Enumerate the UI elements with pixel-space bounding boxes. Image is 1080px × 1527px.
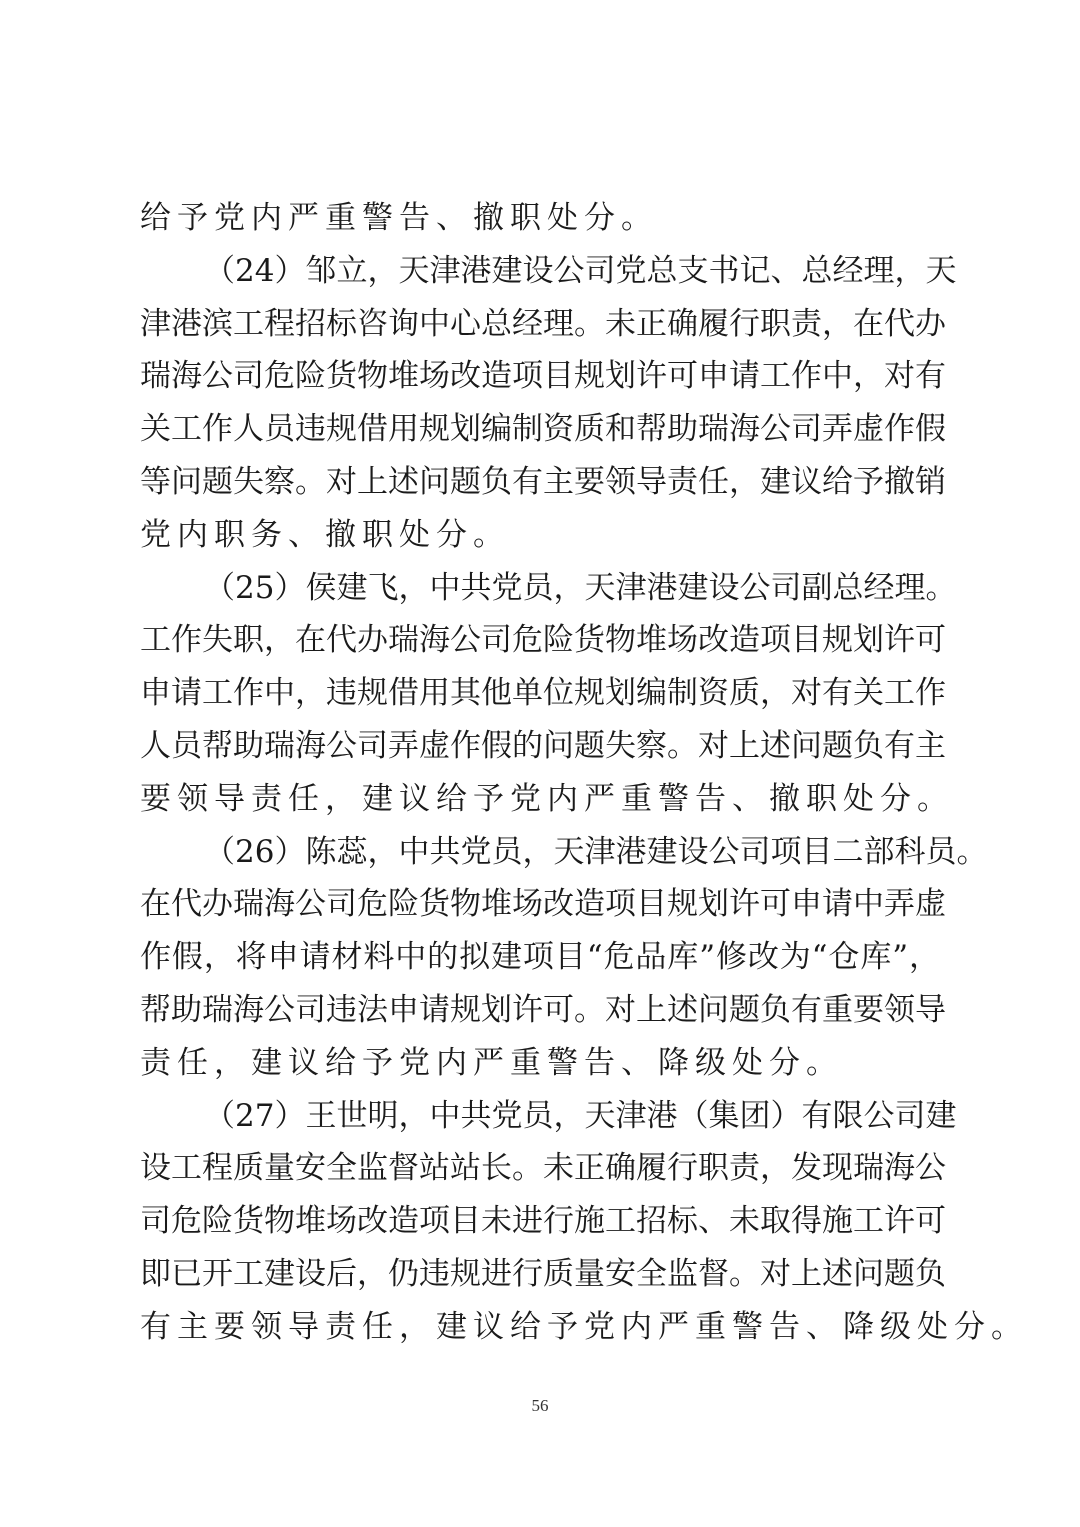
text-line: 设工程质量安全监督站站长。未正确履行职责，发现瑞海公	[140, 1150, 946, 1187]
text-line: 瑞海公司危险货物堆场改造项目规划许可申请工作中，对有	[140, 358, 946, 395]
text-line: 给予党内严重警告、撤职处分。	[140, 200, 658, 236]
text-line: 津港滨工程招标咨询中心总经理。未正确履行职责，在代办	[140, 305, 946, 342]
text-line: （27）王世明，中共党员，天津港（集团）有限公司建	[204, 1097, 957, 1134]
text-line: （25）侯建飞，中共党员，天津港建设公司副总经理。	[204, 569, 957, 606]
text-line: （26）陈蕊，中共党员，天津港建设公司项目二部科员。	[204, 833, 988, 870]
text-line: 即已开工建设后，仍违规进行质量安全监督。对上述问题负	[140, 1255, 946, 1292]
text-line: 有主要领导责任，建议给予党内严重警告、降级处分。	[140, 1308, 1028, 1345]
text-line: 帮助瑞海公司违法申请规划许可。对上述问题负有重要领导	[140, 991, 946, 1028]
text-line: 等问题失察。对上述问题负有主要领导责任，建议给予撤销	[140, 463, 946, 500]
text-line: 人员帮助瑞海公司弄虚作假的问题失察。对上述问题负有主	[140, 727, 946, 764]
text-line: 司危险货物堆场改造项目未进行施工招标、未取得施工许可	[140, 1203, 946, 1240]
text-line: （24）邹立，天津港建设公司党总支书记、总经理，天	[204, 252, 957, 289]
body-text	[140, 192, 1028, 1354]
text-line: 作假，将申请材料中的拟建项目“危品库”修改为“仓库”，	[140, 939, 940, 976]
text-line: 关工作人员违规借用规划编制资质和帮助瑞海公司弄虚作假	[140, 411, 946, 448]
text-line: 责任，建议给予党内严重警告、降级处分。	[140, 1044, 843, 1081]
text-line: 在代办瑞海公司危险货物堆场改造项目规划许可申请中弄虚	[140, 886, 946, 923]
text-line: 工作失职，在代办瑞海公司危险货物堆场改造项目规划许可	[140, 622, 946, 659]
text-line: 申请工作中，违规借用其他单位规划编制资质，对有关工作	[140, 675, 946, 712]
text-line: 党内职务、撤职处分。	[140, 516, 510, 553]
text-line: 要领导责任，建议给予党内严重警告、撤职处分。	[140, 780, 954, 817]
page-number: 56	[531, 1396, 549, 1415]
